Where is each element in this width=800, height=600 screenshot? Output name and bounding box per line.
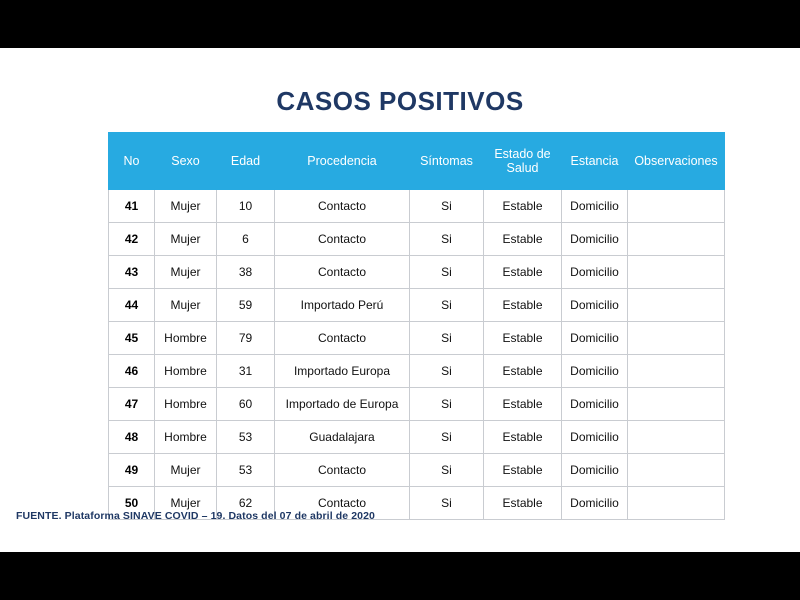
- table-row: [109, 289, 725, 322]
- cell-sintomas: Si: [410, 223, 484, 256]
- column-header-observaciones: Observaciones: [628, 133, 725, 190]
- cell-procedencia: Contacto: [275, 256, 410, 289]
- cell-estado-de-salud: Estable: [484, 289, 562, 322]
- cell-observaciones: [628, 256, 725, 289]
- table-row: [109, 223, 725, 256]
- column-header-sintomas: Síntomas: [410, 133, 484, 190]
- cell-edad: 79: [217, 322, 275, 355]
- column-header-estado-de-salud: Estado de Salud: [484, 133, 562, 190]
- cell-sexo: Mujer: [155, 256, 217, 289]
- cell-estancia: Domicilio: [562, 355, 628, 388]
- cell-estancia: Domicilio: [562, 421, 628, 454]
- cases-table: [108, 132, 725, 520]
- cell-sintomas: Si: [410, 355, 484, 388]
- cell-no: 49: [109, 454, 155, 487]
- column-header-edad: Edad: [217, 133, 275, 190]
- cell-sintomas: Si: [410, 190, 484, 223]
- cell-sexo: Mujer: [155, 190, 217, 223]
- column-header-sexo: Sexo: [155, 133, 217, 190]
- cell-estancia: Domicilio: [562, 223, 628, 256]
- cell-sintomas: Si: [410, 388, 484, 421]
- cell-sexo: Hombre: [155, 388, 217, 421]
- cell-edad: 60: [217, 388, 275, 421]
- cell-estado-de-salud: Estable: [484, 256, 562, 289]
- cell-sexo: Hombre: [155, 355, 217, 388]
- cell-procedencia: Contacto: [275, 322, 410, 355]
- cell-sexo: Mujer: [155, 454, 217, 487]
- cell-observaciones: [628, 388, 725, 421]
- slide-canvas: [0, 48, 800, 552]
- source-note: FUENTE. Plataforma SINAVE COVID – 19. Datos del 07 de abril de 2020: [16, 510, 375, 522]
- column-header-procedencia: Procedencia: [275, 133, 410, 190]
- cell-procedencia: Contacto: [275, 454, 410, 487]
- cell-edad: 62: [217, 487, 275, 520]
- cell-procedencia: Contacto: [275, 190, 410, 223]
- cell-observaciones: [628, 322, 725, 355]
- cell-no: 46: [109, 355, 155, 388]
- cell-edad: 38: [217, 256, 275, 289]
- table-row: [109, 388, 725, 421]
- column-header-no: No: [109, 133, 155, 190]
- column-header-estancia: Estancia: [562, 133, 628, 190]
- cell-estado-de-salud: Estable: [484, 190, 562, 223]
- cell-estado-de-salud: Estable: [484, 454, 562, 487]
- cell-no: 47: [109, 388, 155, 421]
- table-header-row: [109, 133, 725, 190]
- cell-observaciones: [628, 487, 725, 520]
- cell-observaciones: [628, 289, 725, 322]
- cell-sexo: Mujer: [155, 487, 217, 520]
- cell-no: 41: [109, 190, 155, 223]
- cell-estancia: Domicilio: [562, 322, 628, 355]
- table-row: [109, 355, 725, 388]
- cell-sexo: Mujer: [155, 289, 217, 322]
- cell-observaciones: [628, 454, 725, 487]
- cell-procedencia: Contacto: [275, 223, 410, 256]
- cell-sintomas: Si: [410, 322, 484, 355]
- cell-observaciones: [628, 355, 725, 388]
- cell-estancia: Domicilio: [562, 289, 628, 322]
- cell-no: 42: [109, 223, 155, 256]
- cell-estado-de-salud: Estable: [484, 223, 562, 256]
- cell-estado-de-salud: Estable: [484, 487, 562, 520]
- cell-sintomas: Si: [410, 421, 484, 454]
- cell-no: 45: [109, 322, 155, 355]
- cell-edad: 53: [217, 421, 275, 454]
- cell-estancia: Domicilio: [562, 256, 628, 289]
- cell-estancia: Domicilio: [562, 388, 628, 421]
- table-row: [109, 190, 725, 223]
- cell-sexo: Mujer: [155, 223, 217, 256]
- table-row: [109, 454, 725, 487]
- cell-procedencia: Contacto: [275, 487, 410, 520]
- cell-sintomas: Si: [410, 256, 484, 289]
- cell-procedencia: Guadalajara: [275, 421, 410, 454]
- cell-no: 43: [109, 256, 155, 289]
- cell-estancia: Domicilio: [562, 190, 628, 223]
- cell-edad: 10: [217, 190, 275, 223]
- cell-estado-de-salud: Estable: [484, 322, 562, 355]
- cell-no: 48: [109, 421, 155, 454]
- cell-sintomas: Si: [410, 454, 484, 487]
- cell-sexo: Hombre: [155, 421, 217, 454]
- page-title: CASOS POSITIVOS: [276, 86, 524, 116]
- cases-table-container: [108, 132, 724, 520]
- cell-estado-de-salud: Estable: [484, 421, 562, 454]
- cell-sintomas: Si: [410, 289, 484, 322]
- cell-estado-de-salud: Estable: [484, 388, 562, 421]
- cell-estancia: Domicilio: [562, 487, 628, 520]
- cell-edad: 59: [217, 289, 275, 322]
- cell-procedencia: Importado Europa: [275, 355, 410, 388]
- table-row: [109, 421, 725, 454]
- cell-estancia: Domicilio: [562, 454, 628, 487]
- cell-estado-de-salud: Estable: [484, 355, 562, 388]
- cell-observaciones: [628, 421, 725, 454]
- cell-sexo: Hombre: [155, 322, 217, 355]
- cell-edad: 6: [217, 223, 275, 256]
- cell-no: 50: [109, 487, 155, 520]
- cell-procedencia: Importado Perú: [275, 289, 410, 322]
- cell-edad: 53: [217, 454, 275, 487]
- cell-sintomas: Si: [410, 487, 484, 520]
- table-row: [109, 256, 725, 289]
- cell-no: 44: [109, 289, 155, 322]
- table-row: [109, 322, 725, 355]
- cell-observaciones: [628, 190, 725, 223]
- cell-edad: 31: [217, 355, 275, 388]
- cell-observaciones: [628, 223, 725, 256]
- cell-procedencia: Importado de Europa: [275, 388, 410, 421]
